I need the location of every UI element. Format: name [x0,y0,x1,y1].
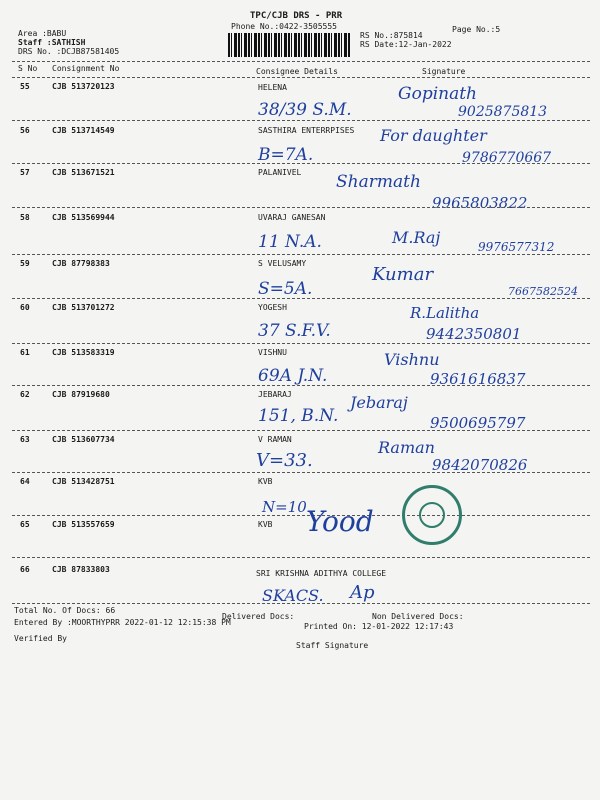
row-divider [12,515,590,516]
handwritten-phone: 9842070826 [432,456,528,474]
row-consignment-number: CJB 513607734 [52,435,115,444]
handwritten-signature: Yood [306,505,374,538]
row-consignee-name: JEBARAJ [258,390,292,399]
handwritten-address: N=10 [262,498,307,516]
handwritten-address: 151, B.N. [258,406,339,426]
row-consignee-name: SRI KRISHNA ADITHYA COLLEGE [256,569,387,578]
row-consignment-number: CJB 87798383 [52,259,110,268]
handwritten-signature: For daughter [380,126,487,145]
page-number: Page No.:5 [452,25,501,34]
row-consignment-number: CJB 513428751 [52,477,115,486]
row-consignee-name: YOGESH [258,303,287,312]
row-consignee-name: HELENA [258,83,287,92]
row-consignee-name: UVARAJ GANESAN [258,213,326,222]
handwritten-address: 11 N.A. [258,232,322,252]
row-serial-number: 58 [20,213,30,222]
handwritten-address: 38/39 S.M. [258,100,352,120]
handwritten-signature: R.Lalitha [410,304,480,322]
row-divider [12,207,590,208]
row-consignee-name: KVB [258,477,273,486]
column-header-consignment: Consignment No [52,64,120,73]
barcode [228,33,350,57]
handwritten-signature: Jebaraj [350,393,408,412]
delivered-docs: Delivered Docs: [222,612,295,621]
row-consignment-number: CJB 513720123 [52,82,115,91]
row-consignment-number: CJB 513569944 [52,213,115,222]
handwritten-phone: 9361616837 [430,370,526,388]
row-consignment-number: CJB 87919680 [52,390,110,399]
row-serial-number: 66 [20,565,30,574]
handwritten-address: S=5A. [258,279,313,299]
handwritten-phone: 9976577312 [478,240,555,254]
handwritten-signature: Raman [378,438,435,457]
row-serial-number: 62 [20,390,30,399]
row-consignment-number: CJB 513714549 [52,126,115,135]
row-serial-number: 64 [20,477,30,486]
verified-by: Verified By [14,634,67,643]
handwritten-signature: Ap [350,582,375,603]
total-docs: Total No. Of Docs: 66 [14,606,116,615]
handwritten-address: 37 S.F.V. [258,321,331,341]
handwritten-address: SKACS. [262,586,324,605]
row-serial-number: 59 [20,259,30,268]
row-serial-number: 65 [20,520,30,529]
handwritten-phone: 9786770667 [462,150,552,166]
handwritten-phone: 7667582524 [508,285,578,298]
divider [12,61,590,62]
row-consignee-name: KVB [258,520,273,529]
handwritten-signature: Gopinath [398,84,477,104]
column-header-signature: Signature [422,67,466,76]
handwritten-address: V=33. [256,450,313,471]
company-stamp [402,485,462,545]
row-consignment-number: CJB 513557659 [52,520,115,529]
handwritten-phone: 9500695797 [430,414,526,432]
handwritten-phone: 9442350801 [426,325,522,343]
handwritten-signature: Sharmath [336,172,421,192]
entered-by: Entered By :MOORTHYPRR 2022-01-12 12:15:38 PM [14,618,231,627]
handwritten-phone: 9025875813 [458,104,548,120]
row-consignee-name: SASTHIRA ENTERRPISES [258,126,355,135]
row-serial-number: 55 [20,82,30,91]
row-divider [12,163,590,164]
printed-on: Printed On: 12-01-2022 12:17:43 [304,622,454,631]
handwritten-phone: 9965803822 [432,194,528,212]
handwritten-address: 69A J.N. [258,366,328,386]
document-title: TPC/CJB DRS - PRR [250,11,343,21]
row-divider [12,603,590,604]
row-divider [12,343,590,344]
row-consignment-number: CJB 513701272 [52,303,115,312]
staff-signature: Staff Signature [296,641,369,650]
row-consignment-number: CJB 513671521 [52,168,115,177]
row-divider [12,430,590,431]
staff-label: Staff :SATHISH [18,38,86,47]
handwritten-signature: Vishnu [384,350,440,369]
stamp-inner-ring [419,502,445,528]
column-header-consignee: Consignee Details [256,67,338,76]
row-consignment-number: CJB 513583319 [52,348,115,357]
handwritten-signature: M.Raj [392,228,441,247]
row-divider [12,472,590,473]
row-serial-number: 57 [20,168,30,177]
row-consignee-name: S VELUSAMY [258,259,307,268]
handwritten-signature: Kumar [372,264,434,285]
row-consignee-name: VISHNU [258,348,287,357]
non-delivered-docs: Non Delivered Docs: [372,612,464,621]
handwritten-address: B=7A. [258,145,314,165]
row-serial-number: 63 [20,435,30,444]
area-label: Area :BABU [18,29,67,38]
row-divider [12,254,590,255]
row-serial-number: 61 [20,348,30,357]
column-header-s-no: S No [18,64,38,73]
row-consignee-name: V RAMAN [258,435,292,444]
phone-number: Phone No.:0422-3505555 [231,22,337,31]
row-consignee-name: PALANIVEL [258,168,302,177]
row-divider [12,385,590,386]
row-divider [12,120,590,121]
row-consignment-number: CJB 87833803 [52,565,110,574]
rs-date: RS Date:12-Jan-2022 [360,40,452,49]
divider [12,77,590,78]
row-divider [12,557,590,558]
row-serial-number: 56 [20,126,30,135]
drs-number: DRS No. :DCJB87581405 [18,47,120,56]
rs-number: RS No.:875814 [360,31,423,40]
row-serial-number: 60 [20,303,30,312]
row-divider [12,298,590,299]
